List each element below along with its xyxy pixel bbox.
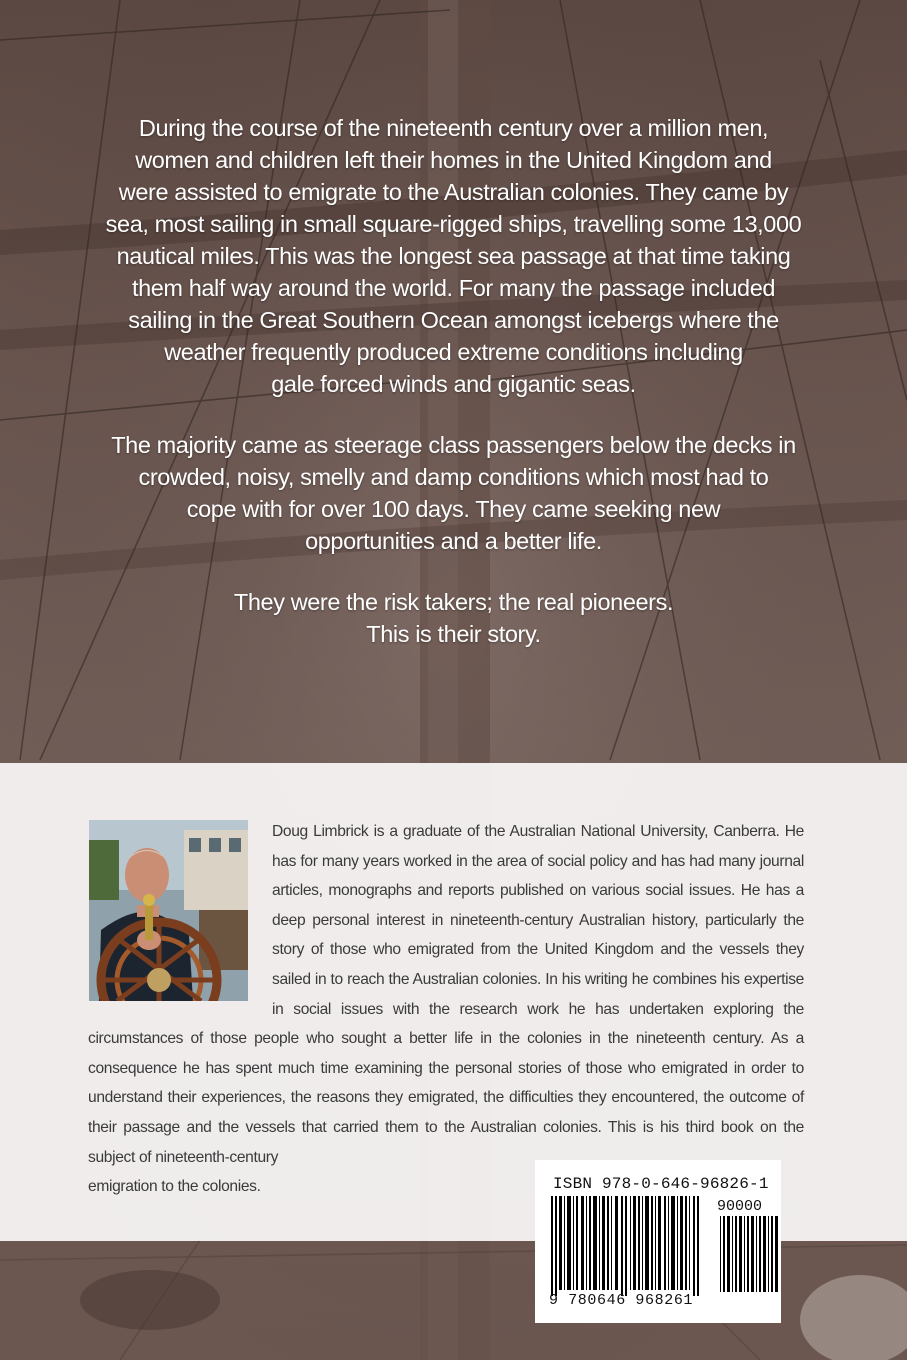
blurb-line: crowded, noisy, smelly and damp conditions which most had to <box>138 464 769 490</box>
photo-spacer <box>88 817 272 1009</box>
blurb-line: opportunities and a better life. <box>305 528 602 554</box>
bio-last-line: emigration to the colonies. <box>88 1178 261 1196</box>
blurb-line: were assisted to emigrate to the Australian colonies. They came by <box>118 179 789 205</box>
blurb-line: During the course of the nineteenth century over a million men, <box>138 115 769 141</box>
closing-line-1: They were the risk takers; the real pioneers. <box>233 589 674 615</box>
blurb-line: sea, most sailing in small square-rigged ships, travelling some 13,000 <box>105 211 802 237</box>
blurb-paragraph-1 <box>60 112 847 400</box>
blurb-line: weather frequently produced extreme conditions including <box>164 339 743 365</box>
ean-barcode <box>545 1196 711 1296</box>
blurb-text <box>60 112 847 650</box>
price-code: 90000 <box>717 1198 763 1215</box>
blurb-line: The majority came as steerage class passengers below the decks in <box>111 432 796 458</box>
blurb-line: nautical miles. This was the longest sea passage at that time taking <box>116 243 791 269</box>
blurb-line: them half way around the world. For many the passage included <box>131 275 776 301</box>
price-addon-barcode <box>718 1216 780 1292</box>
blurb-closing <box>60 586 847 650</box>
closing-line-2: This is their story. <box>366 621 541 647</box>
blurb-line: women and children left their homes in the United Kingdom and <box>135 147 772 173</box>
blurb-line: cope with for over 100 days. They came seeking new <box>186 496 721 522</box>
blurb-line: gale forced winds and gigantic seas. <box>271 371 636 397</box>
blurb-paragraph-2 <box>60 429 847 557</box>
bio-text: Doug Limbrick is a graduate of the Australian National University, Canberra. He has for many years worked in the area of social policy and has had many journal articles, monographs and reports published on various social issues. He has a deep personal interest in nineteenth-century Australian history, particularly the story of those who emigrated from the United Kingdom and the vessels they sailed in to reach the Australian colonies. In his writing he combines his expertise in social issues with the research work he has undertaken exploring the circumstances of those people who sought a better life in the colonies in the nineteenth century. As a consequence he has spent much time examining the personal stories of those who emigrated in order to understand their experiences, the reasons they emigrated, the difficulties they encountered, the outcome of their passage and the vessels that carried them to the Australian colonies. This is his third book on the subject of nineteenth-century <box>88 823 804 1166</box>
author-bio <box>88 817 804 1202</box>
blurb-line: sailing in the Great Southern Ocean amongst icebergs where the <box>128 307 779 333</box>
ean-digits: 9 780646 968261 <box>549 1292 694 1309</box>
isbn-label: ISBN 978-0-646-96826-1 <box>553 1175 769 1193</box>
